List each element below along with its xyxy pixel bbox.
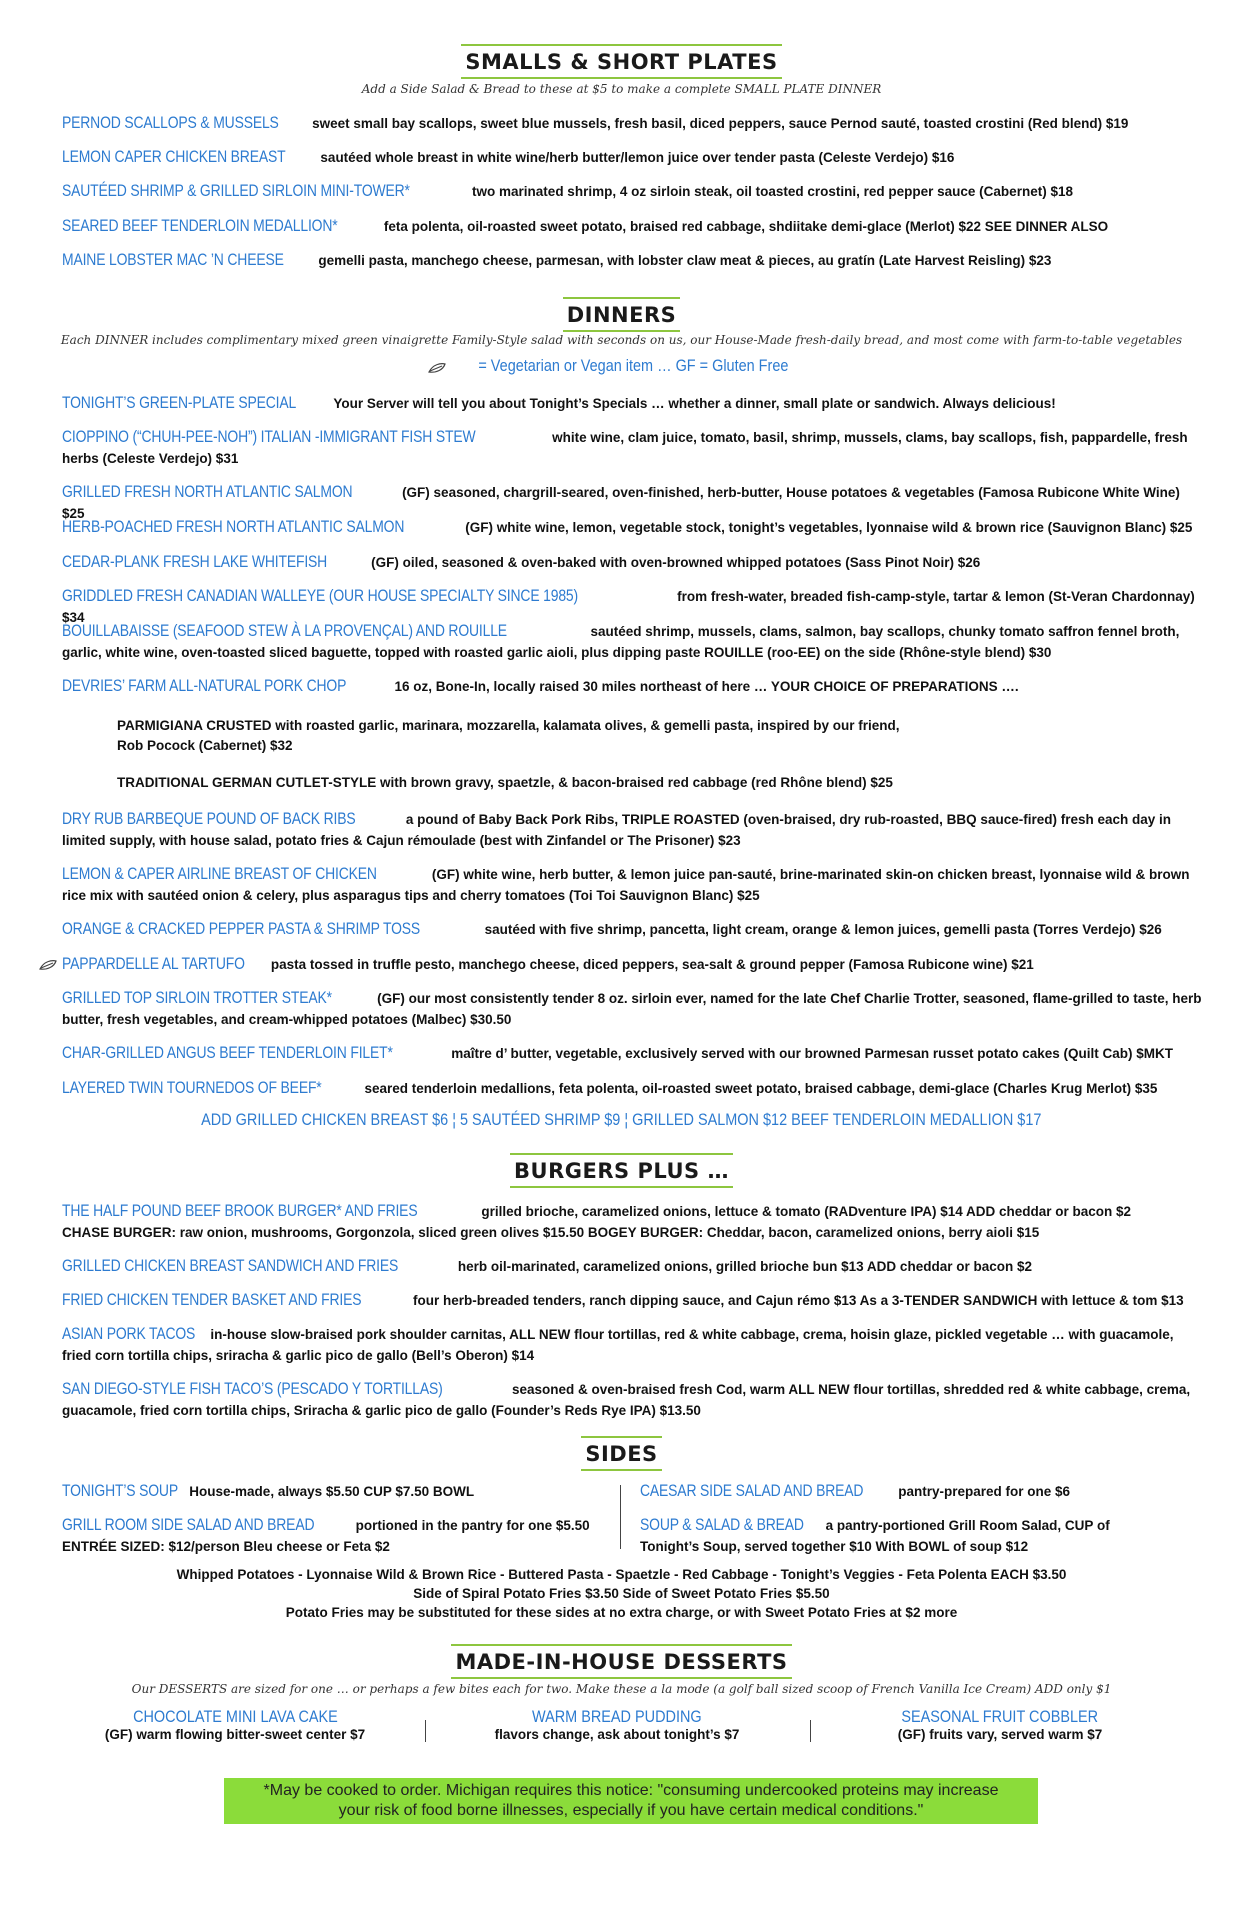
menu-item: CEDAR-PLANK FRESH LAKE WHITEFISH (GF) oiled, seasoned & oven-baked with oven-browned whipped potatoes (Sass Pinot Noir) $26 [62,552,981,571]
smalls-note: Add a Side Salad & Bread to these at $5 to make a complete SMALL PLATE DINNER [361,82,882,96]
menu-item: GRIDDLED FRESH CANADIAN WALLEYE (OUR HOUSE SPECIALTY SINCE 1985) from fresh-water, breaded fish-camp-style, tartar & lemon (St-Veran Chardonnay) $34 [62,586,1195,625]
dessert-divider [425,1720,426,1742]
dinner-addons: ADD GRILLED CHICKEN BREAST $6 ¦ 5 SAUTÉED SHRIMP $9 ¦ GRILLED SALMON $12 BEEF TENDERLOIN MEDALLION $17 [201,1110,1042,1129]
dinners-legend: = Vegetarian or Vegan item … GF = Gluten Free [0,356,1243,376]
menu-item: BOUILLABAISSE (SEAFOOD STEW À LA PROVENÇAL) AND ROUILLE sautéed shrimp, mussels, clams, salmon, bay scallops, chunky tomato saffron fennel broth, garlic, white wine, oven-toasted sliced baguette, topped with roasted garlic aioli, plus dipping paste ROUILLE (roo-EE) on the side (Rhône-style blend) $30 [62,621,1180,660]
side-item: CAESAR SIDE SALAD AND BREAD pantry-prepared for one $6 [640,1481,1071,1500]
pork-option: PARMIGIANA CRUSTED with roasted garlic, marinara, mozzarella, kalamata olives, & gemelli pasta, inspired by our friend, Rob Pocock (Cabernet) $32 [117,718,900,753]
menu-item: GRILLED FRESH NORTH ATLANTIC SALMON (GF) seasoned, chargrill-seared, oven-finished, herb-butter, House potatoes & vegetables (Famosa Rubicone White Wine) $25 [62,482,1180,521]
menu-item: CIOPPINO (“CHUH-PEE-NOH”) ITALIAN -IMMIGRANT FISH STEW white wine, clam juice, tomato, basil, shrimp, mussels, clams, bay scallops, fish, pappardelle, fresh herbs (Celeste Verdejo) $31 [62,427,1188,466]
side-item: TONIGHT’S SOUP House-made, always $5.50 CUP $7.50 BOWL [62,1481,475,1500]
side-item: SOUP & SALAD & BREAD a pantry-portioned Grill Room Salad, CUP of Tonight’s Soup, served together $10 With BOWL of soup $12 [640,1515,1110,1554]
section-dinners-heading: DINNERS [0,297,1243,332]
menu-item: SEARED BEEF TENDERLOIN MEDALLION* feta polenta, oil-roasted sweet potato, braised red cabbage, shdiitake demi-glace (Merlot) $22 SEE DINNER ALSO [62,216,1109,235]
menu-item: SAN DIEGO-STYLE FISH TACO’S (PESCADO Y TORTILLAS) seasoned & oven-braised fresh Cod, warm ALL NEW flour tortillas, shredded red & white cabbage, crema, guacamole, fried corn tortilla chips, Sriracha & garlic pico de gallo (Founder’s Reds Rye IPA) $13.50 [62,1379,1191,1418]
dessert-item: SEASONAL FRUIT COBBLER (GF) fruits vary, served warm $7 [897,1707,1103,1742]
menu-item: ORANGE & CRACKED PEPPER PASTA & SHRIMP TOSS sautéed with five shrimp, pancetta, light cream, orange & lemon juices, gemelli pasta (Torres Verdejo) $26 [62,919,1162,938]
menu-item: DRY RUB BARBEQUE POUND OF BACK RIBS a pound of Baby Back Pork Ribs, TRIPLE ROASTED (oven-braised, dry rub-roasted, BBQ sauce-fired) fresh each day in limited supply, with house salad, potato fries & Cajun rémoulade (best with Zinfandel or The Prisoner) $23 [62,809,1171,848]
section-sides-heading: SIDES [0,1436,1243,1471]
menu-item: MAINE LOBSTER MAC ’N CHEESE gemelli pasta, manchego cheese, parmesan, with lobster claw meat & pieces, au gratín (Late Harvest Reisling) $23 [62,250,1052,269]
vegan-leaf-icon [38,958,58,970]
menu-item: CHAR-GRILLED ANGUS BEEF TENDERLOIN FILET* maître d’ butter, vegetable, exclusively served with our browned Parmesan russet potato cakes (Quilt Cab) $MKT [62,1043,1173,1062]
menu-item: LAYERED TWIN TOURNEDOS OF BEEF* seared tenderloin medallions, feta polenta, oil-roasted sweet potato, braised cabbage, demi-glace (Charles Krug Merlot) $35 [62,1078,1158,1097]
sides-extras: Whipped Potatoes - Lyonnaise Wild & Brown Rice - Buttered Pasta - Spaetzle - Red Cabbage - Tonight’s Veggies - Feta Polenta EACH $3.50 [176,1567,1067,1582]
menu-item: LEMON & CAPER AIRLINE BREAST OF CHICKEN (GF) white wine, herb butter, & lemon juice pan-sauté, brine-marinated skin-on chicken breast, lyonnaise wild & brown rice mix with sautéed onion & celery, plus asparagus tips and cherry tomatoes (Toi Toi Sauvignon Blanc) $25 [62,864,1190,903]
dinners-note: Each DINNER includes complimentary mixed green vinaigrette Family-Style salad with seconds on us, our House-Made fresh-daily bread, and most come with farm-to-table vegetables [60,333,1183,347]
sides-divider [620,1485,621,1549]
pork-option: TRADITIONAL GERMAN CUTLET-STYLE with brown gravy, spaetzle, & bacon-braised red cabbage (red Rhône blend) $25 [117,775,893,790]
section-burgers-heading: BURGERS PLUS … [0,1153,1243,1188]
undercooked-notice: *May be cooked to order. Michigan requires this notice: "consuming undercooked proteins may increase your risk of food borne illnesses, especially if you have certain medical conditions." [224,1778,1038,1824]
sides-extras: Potato Fries may be substituted for these sides at no extra charge, or with Sweet Potato Fries at $2 more [285,1605,958,1620]
menu-item: GRILLED CHICKEN BREAST SANDWICH AND FRIES herb oil-marinated, caramelized onions, grilled brioche bun $13 ADD cheddar or bacon $2 [62,1256,1032,1275]
section-smalls-heading: SMALLS & SHORT PLATES [0,44,1243,79]
side-item: GRILL ROOM SIDE SALAD AND BREAD portioned in the pantry for one $5.50 ENTRÉE SIZED: $12/person Bleu cheese or Feta $2 [62,1515,590,1554]
section-desserts-heading: MADE-IN-HOUSE DESSERTS [0,1644,1243,1679]
menu-item: FRIED CHICKEN TENDER BASKET AND FRIES four herb-breaded tenders, ranch dipping sauce, and Cajun rémo $13 As a 3-TENDER SANDWICH with lettuce & tom $13 [62,1290,1184,1309]
sides-extras: Side of Spiral Potato Fries $3.50 Side of Sweet Potato Fries $5.50 [413,1586,830,1601]
menu-item: THE HALF POUND BEEF BROOK BURGER* AND FRIES grilled brioche, caramelized onions, lettuce & tomato (RADventure IPA) $14 ADD cheddar or bacon $2 CHASE BURGER: raw onion, mushrooms, Gorgonzola, sliced green olives $15.50 BOGEY BURGER: Cheddar, bacon, caramelized onions, berry aioli $15 [62,1201,1132,1240]
dessert-divider [810,1720,811,1742]
menu-item: ASIAN PORK TACOS in-house slow-braised pork shoulder carnitas, ALL NEW flour tortillas, red & white cabbage, crema, hoisin glaze, pickled vegetable … with guacamole, fried corn tortilla chips, sriracha & garlic pico de gallo (Bell’s Oberon) $14 [62,1324,1174,1363]
dessert-item: WARM BREAD PUDDING flavors change, ask about tonight’s $7 [494,1707,740,1742]
dessert-item: CHOCOLATE MINI LAVA CAKE (GF) warm flowing bitter-sweet center $7 [104,1707,366,1742]
menu-item: DEVRIES’ FARM ALL-NATURAL PORK CHOP 16 oz, Bone-In, locally raised 30 miles northeast of here … YOUR CHOICE OF PREPARATIONS …. [62,676,1019,695]
menu-item: HERB-POACHED FRESH NORTH ATLANTIC SALMON (GF) white wine, lemon, vegetable stock, tonight’s vegetables, lyonnaise wild & brown rice (Sauvignon Blanc) $25 [62,517,1193,536]
menu-item: TONIGHT’S GREEN-PLATE SPECIAL Your Server will tell you about Tonight’s Specials … whether a dinner, small plate or sandwich. Always delicious! [62,393,1056,412]
menu-item: SAUTÉED SHRIMP & GRILLED SIRLOIN MINI-TOWER* two marinated shrimp, 4 oz sirloin steak, oil toasted crostini, red pepper sauce (Cabernet) $18 [62,181,1073,200]
vegan-leaf-icon [427,361,447,373]
menu-item: PAPPARDELLE AL TARTUFO pasta tossed in truffle pesto, manchego cheese, diced peppers, sea-salt & ground pepper (Famosa Rubicone wine) $21 [62,954,1034,973]
menu-item: GRILLED TOP SIRLOIN TROTTER STEAK* (GF) our most consistently tender 8 oz. sirloin ever, named for the late Chef Charlie Trotter, seasoned, flame-grilled to taste, herb butter, fresh vegetables, and cream-whipped potatoes (Malbec) $30.50 [62,988,1202,1027]
menu-item: LEMON CAPER CHICKEN BREAST sautéed whole breast in white wine/herb butter/lemon juice over tender pasta (Celeste Verdejo) $16 [62,147,955,166]
desserts-note: Our DESSERTS are sized for one … or perhaps a few bites each for two. Make these a la mode (a golf ball sized scoop of French Vanilla Ice Cream) ADD only $1 [131,1682,1112,1696]
menu-item: PERNOD SCALLOPS & MUSSELS sweet small bay scallops, sweet blue mussels, fresh basil, diced peppers, sauce Pernod sauté, toasted crostini (Red blend) $19 [62,113,1129,132]
